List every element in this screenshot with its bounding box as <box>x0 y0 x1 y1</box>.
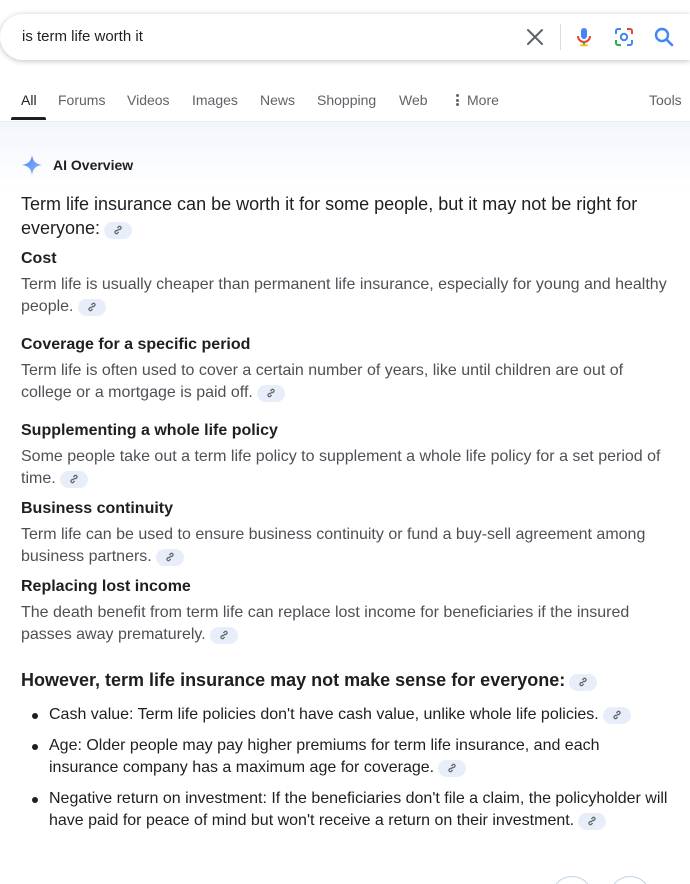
ai-overview-label: AI Overview <box>53 157 134 173</box>
link-icon <box>611 709 623 721</box>
tab-more-label: More <box>467 92 499 108</box>
section-body: The death benefit from term life can replace lost income for beneficiaries if the insured passes away prematurely. <box>21 604 630 643</box>
source-link-chip[interactable] <box>156 549 184 566</box>
section-coverage-period <box>21 334 671 404</box>
source-link-chip[interactable] <box>569 674 597 691</box>
source-link-chip[interactable] <box>78 299 106 316</box>
tab-shopping[interactable]: Shopping <box>317 92 377 108</box>
ai-lead-text: Term life insurance can be worth it for some people, but it may not be right for everyone: <box>21 194 638 238</box>
link-icon <box>218 629 230 641</box>
however-text: However, term life insurance may not make sense for everyone: <box>21 670 566 690</box>
section-body-paragraph <box>21 446 671 490</box>
section-title: Replacing lost income <box>21 578 191 595</box>
search-bar[interactable] <box>0 14 690 60</box>
tab-news[interactable]: News <box>260 92 296 108</box>
drawbacks-list <box>29 704 671 832</box>
section-supplementing <box>21 420 671 490</box>
list-item <box>29 788 671 832</box>
section-title: Coverage for a specific period <box>21 336 251 353</box>
tab-forums[interactable]: Forums <box>58 92 106 108</box>
section-cost <box>21 248 671 318</box>
list-item <box>29 704 671 726</box>
section-body-paragraph <box>21 274 671 318</box>
section-body-paragraph <box>21 524 671 568</box>
source-link-chip[interactable] <box>438 760 466 777</box>
source-link-chip[interactable] <box>578 813 606 830</box>
sparkle-icon <box>21 154 43 176</box>
section-body: Term life is often used to cover a certain number of years, like until children are out of college or a mortgage is paid off. <box>21 362 624 401</box>
section-replacing-income <box>21 576 671 646</box>
ai-overview-header <box>21 153 133 177</box>
tab-more[interactable] <box>456 92 499 108</box>
section-title: Business continuity <box>21 500 174 517</box>
active-tab-indicator <box>11 117 46 120</box>
section-body-paragraph <box>21 360 671 404</box>
link-icon <box>586 815 598 827</box>
tab-images[interactable]: Images <box>192 92 238 108</box>
link-icon <box>265 387 277 399</box>
section-title: Supplementing a whole life policy <box>21 422 278 439</box>
search-icon[interactable] <box>652 25 676 49</box>
source-link-chip[interactable] <box>210 627 238 644</box>
section-body: Some people take out a term life policy to supplement a whole life policy for a set period of time. <box>21 448 661 487</box>
section-title: Cost <box>21 250 57 267</box>
link-icon <box>68 473 80 485</box>
section-body: Term life can be used to ensure business continuity or fund a buy-sell agreement among business partners. <box>21 526 646 565</box>
section-body-paragraph <box>21 602 671 646</box>
link-icon <box>86 301 98 313</box>
source-link-chip[interactable] <box>60 471 88 488</box>
tab-videos[interactable]: Videos <box>127 92 170 108</box>
section-business-continuity <box>21 498 671 568</box>
source-link-chip[interactable] <box>104 222 132 239</box>
ai-overview-content <box>21 192 671 832</box>
search-input[interactable]: is term life worth it <box>22 28 143 45</box>
link-icon <box>577 676 589 688</box>
clear-icon[interactable] <box>523 25 547 49</box>
source-link-chip[interactable] <box>603 707 631 724</box>
search-tabs <box>0 84 690 122</box>
however-heading <box>21 668 671 692</box>
list-item-text: Age: Older people may pay higher premiums for term life insurance, and each insurance company has a maximum age for coverage. <box>49 737 600 776</box>
link-icon <box>164 551 176 563</box>
list-item <box>29 735 671 779</box>
ai-lead-paragraph <box>21 192 671 240</box>
tools-button[interactable]: Tools <box>649 92 682 108</box>
source-link-chip[interactable] <box>257 385 285 402</box>
list-item-text: Negative return on investment: If the beneficiaries don't file a claim, the policyholder will have paid for peace of mind but won't receive a return on their investment. <box>49 790 668 829</box>
more-vert-icon <box>456 93 459 108</box>
microphone-icon[interactable] <box>572 25 596 49</box>
camera-lens-icon[interactable] <box>612 25 636 49</box>
list-item-text: Cash value: Term life policies don't have cash value, unlike whole life policies. <box>49 706 599 723</box>
section-body: Term life is usually cheaper than permanent life insurance, especially for young and healthy people. <box>21 276 667 315</box>
link-icon <box>112 224 124 236</box>
tab-web[interactable]: Web <box>399 92 428 108</box>
search-divider <box>560 24 561 50</box>
link-icon <box>446 762 458 774</box>
tab-all[interactable]: All <box>21 92 37 108</box>
